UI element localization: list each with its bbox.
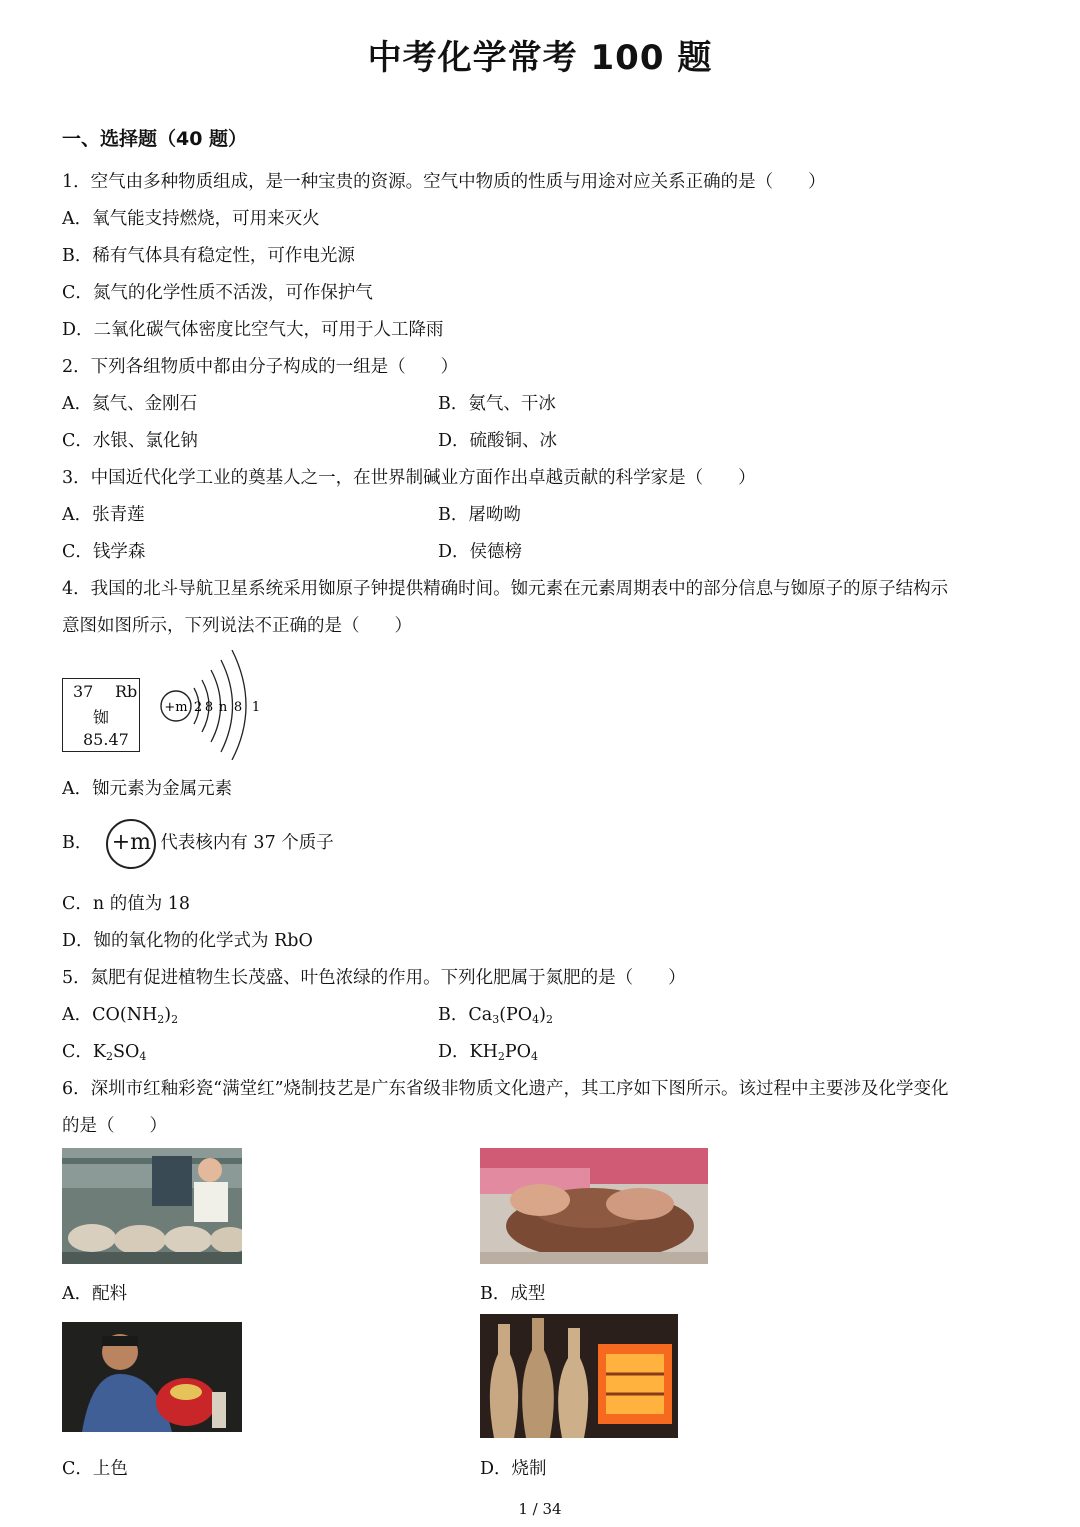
q6-stem-line1: 6．深圳市红釉彩瓷“满堂红”烧制技艺是广东省级非物质文化遗产，其工序如下图所示。该过程中主要涉及化学变化 bbox=[62, 1079, 949, 1099]
q1-stem: 1．空气由多种物质组成，是一种宝贵的资源。空气中物质的性质与用途对应关系正确的是（ ） bbox=[62, 172, 826, 192]
q3-option-b: B．屠呦呦 bbox=[438, 505, 521, 525]
q1-option-a: A．氧气能支持燃烧，可用来灭火 bbox=[62, 209, 320, 229]
q2-option-a: A．氦气、金刚石 bbox=[62, 394, 198, 414]
photo-batching bbox=[62, 1148, 242, 1264]
q5-option-c: C．$K_2SO_4$ bbox=[62, 1042, 147, 1063]
q4-option-b-label: B． bbox=[62, 833, 93, 853]
page-title: 中考化学常考 100 题 bbox=[367, 38, 713, 78]
photo-coloring bbox=[62, 1322, 242, 1432]
rubidium-figure bbox=[62, 650, 272, 760]
page-number: 1 / 34 bbox=[518, 1500, 562, 1518]
q5-option-a: A．$CO(NH_2)_2$ bbox=[62, 1005, 179, 1026]
shell-2-count: 8 bbox=[204, 700, 214, 715]
photo-forming bbox=[480, 1148, 708, 1264]
q2-option-d: D．硫酸铜、冰 bbox=[438, 431, 558, 451]
q4-option-c: C．n 的值为 18 bbox=[62, 894, 191, 914]
q2-option-c: C．水银、氯化钠 bbox=[62, 431, 198, 451]
q2-stem: 2．下列各组物质中都由分子构成的一组是（ ） bbox=[62, 357, 459, 377]
q5-option-d: D．$KH_2PO_4$ bbox=[438, 1042, 538, 1063]
photo-c-caption: C．上色 bbox=[62, 1459, 128, 1479]
q1-option-c: C．氮气的化学性质不活泼，可作保护气 bbox=[62, 283, 373, 303]
q1-option-b: B．稀有气体具有稳定性，可作电光源 bbox=[62, 246, 355, 266]
q4-option-b-text: 代表核内有 37 个质子 bbox=[160, 833, 334, 853]
shell-4-count: 8 bbox=[233, 700, 243, 715]
shell-5-count: 1 bbox=[251, 700, 261, 715]
element-symbol: Rb bbox=[115, 682, 138, 701]
q3-stem: 3．中国近代化学工业的奠基人之一，在世界制碱业方面作出卓越贡献的科学家是（ ） bbox=[62, 468, 756, 488]
q4-option-a: A．铷元素为金属元素 bbox=[62, 779, 233, 799]
atom-structure-diagram bbox=[158, 650, 272, 760]
photo-b-caption: B．成型 bbox=[480, 1284, 546, 1304]
q4-stem-line2: 意图如图所示，下列说法不正确的是（ ） bbox=[62, 616, 412, 636]
q4-option-d: D．铷的氧化物的化学式为 RbO bbox=[62, 931, 313, 951]
q3-option-a: A．张青莲 bbox=[62, 505, 145, 525]
q4-option-b bbox=[62, 818, 334, 869]
q5-option-b: B．$Ca_3(PO_4)_2$ bbox=[438, 1005, 553, 1026]
atomic-mass: 85.47 bbox=[83, 730, 129, 749]
q3-option-c: C．钱学森 bbox=[62, 542, 146, 562]
q6-stem-line2: 的是（ ） bbox=[62, 1116, 167, 1136]
q3-option-d: D．侯德榜 bbox=[438, 542, 523, 562]
nucleus-symbol: +m bbox=[106, 819, 156, 869]
atomic-number: 37 bbox=[73, 682, 94, 701]
element-name: 铷 bbox=[93, 708, 110, 727]
q1-option-d: D．二氧化碳气体密度比空气大，可用于人工降雨 bbox=[62, 320, 444, 340]
shell-1-count: 2 bbox=[193, 700, 203, 715]
photo-d-caption: D．烧制 bbox=[480, 1459, 547, 1479]
section-heading: 一、选择题（40 题） bbox=[62, 128, 248, 150]
photo-a-caption: A．配料 bbox=[62, 1284, 128, 1304]
q5-stem: 5．氮肥有促进植物生长茂盛、叶色浓绿的作用。下列化肥属于氮肥的是（ ） bbox=[62, 968, 686, 988]
q2-option-b: B．氨气、干冰 bbox=[438, 394, 556, 414]
shell-3-count: n bbox=[218, 700, 228, 715]
nucleus-label: +m bbox=[164, 700, 188, 715]
q4-stem-line1: 4．我国的北斗导航卫星系统采用铷原子钟提供精确时间。铷元素在元素周期表中的部分信息与铷原子的原子结构示 bbox=[62, 579, 949, 599]
photo-firing bbox=[480, 1314, 678, 1438]
periodic-table-cell bbox=[62, 678, 140, 752]
